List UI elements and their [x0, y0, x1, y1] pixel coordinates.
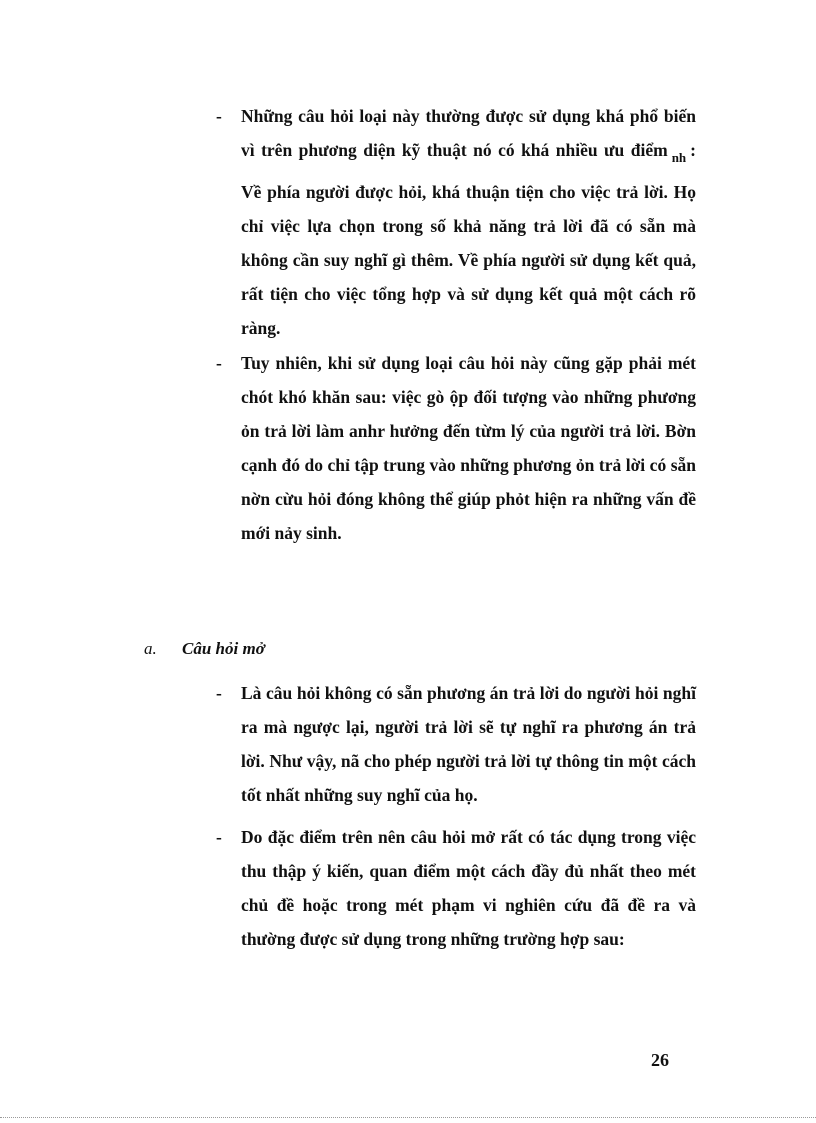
- subscript-fragment: nh: [671, 150, 687, 165]
- bullet-dash: -: [216, 106, 222, 126]
- section-heading: [144, 636, 265, 662]
- bullet-closed-question-limitations: [216, 346, 696, 550]
- section-title: Câu hỏi mở: [182, 639, 265, 658]
- bullet-text: Là câu hỏi không có sẵn phương án trả lời do người hỏi nghĩ ra mà ngược lại, người trả lời sẽ tự nghĩ ra phương án trả lời. Như vậy, nã cho phép người trả lời tự thông tin một cách tốt nhất những suy nghĩ của họ.: [241, 683, 696, 805]
- page-number: 26: [651, 1050, 669, 1070]
- bullet-dash: -: [216, 827, 222, 847]
- bullet-open-question-definition: [216, 676, 696, 812]
- bullet-closed-question-advantages: [216, 99, 696, 345]
- page-bottom-border: [0, 1117, 816, 1118]
- section-letter: a.: [144, 639, 157, 658]
- bullet-text: [241, 99, 696, 345]
- bullet-dash: -: [216, 683, 222, 703]
- bullet-text: Do đặc điểm trên nên câu hỏi mở rất có tác dụng trong việc thu thập ý kiến, quan điểm một cách đầy đủ nhất theo mét chủ đề hoặc trong mét phạm vi nghiên cứu đã đề ra và thường được sử dụng trong những trường hợp sau:: [241, 827, 696, 949]
- bullet-text: Tuy nhiên, khi sử dụng loại câu hỏi này cũng gặp phải mét chót khó khăn sau: việc gò ộp đối tượng vào những phương ỏn trả lời làm anhr hưởng đến từm lý của người trả lời. Bờn cạnh đó do chỉ tập trung vào những phương ỏn trả lời có sẵn nờn cừu hỏi đóng không thể giúp phỏt hiện ra những vấn đề mới nảy sinh.: [241, 353, 696, 543]
- bullet-text-part-2: : Về phía người được hỏi, khá thuận tiện cho việc trả lời. Họ chỉ việc lựa chọn trong số khả năng trả lời đã có sẵn mà không cần suy nghĩ gì thêm. Về phía người sử dụng kết quả, rất tiện cho việc tổng hợp và sử dụng kết quả một cách rõ ràng.: [241, 140, 696, 338]
- bullet-text-part-1: Những câu hỏi loại này thường được sử dụng khá phổ biến vì trên phương diện kỹ thuật nó có khá nhiều ưu điểm: [241, 106, 696, 160]
- bullet-open-question-usage: [216, 820, 696, 956]
- bullet-dash: -: [216, 353, 222, 373]
